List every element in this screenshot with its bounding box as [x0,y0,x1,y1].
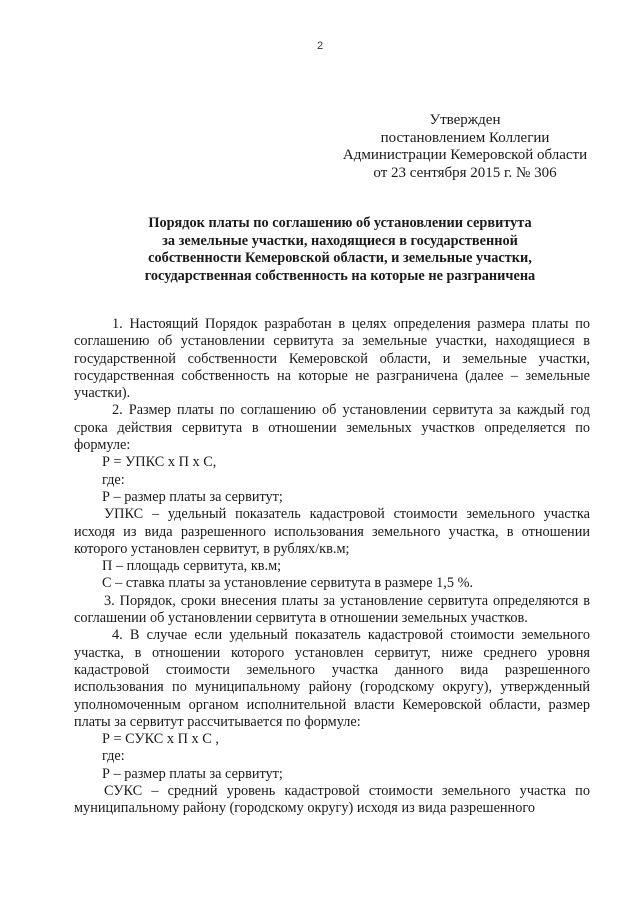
title-line: государственная собственность на которые не разграничена [144,267,536,284]
document-title [80,215,600,285]
formula-where: где: [102,471,125,488]
definition-rate: С – ставка платы за установление сервитута в размере 1,5 %. [102,575,474,592]
approval-line: постановлением Коллегии [380,129,550,146]
definition-p-2: Р – размер платы за сервитут; [102,765,283,782]
paragraph-2: 2. Размер платы по соглашению об установлении сервитута за каждый год срока действия сервитута в отношении земельных участков определяется по формуле: [74,402,590,454]
title-line: за земельные участки, находящиеся в государственной [162,232,518,249]
approval-line: Администрации Кемеровской области [342,147,588,163]
formula-2: Р = СУКС х П х С , [102,731,219,748]
definition-upks: УПКС – удельный показатель кадастровой стоимости земельного участка исходя из вида разрешенного использования земельного участка, в отношении которого установлен сервитут, в рублях/кв.м; [74,506,590,557]
approval-block [300,112,630,182]
formula-1: Р = УПКС х П х С, [102,454,217,471]
title-line: Порядок платы по соглашению об установлении сервитута [148,215,532,231]
paragraph-4: 4. В случае если удельный показатель кадастровой стоимости земельного участка, в отношении которого установлен сервитут, ниже среднего уровня кадастровой стоимости земельного участка данного вида разрешенного использования по муниципальному району (городскому округу), утвержденный уполномоченным органом исполнительной власти Кемеровской области, размер платы за сервитут рассчитывается по формуле: [74,627,590,730]
title-line: собственности Кемеровской области, и земельные участки, [148,250,532,266]
approval-line: Утвержден [429,112,501,128]
formula-where-2: где: [102,748,125,765]
approval-line: от 23 сентября 2015 г. № 306 [373,164,557,181]
definition-p: Р – размер платы за сервитут; [102,488,283,505]
definition-area: П – площадь сервитута, кв.м; [102,558,282,575]
definition-suks: СУКС – средний уровень кадастровой стоимости земельного участка по муниципальному району (городскому округу) исходя из вида разрешенного [74,783,590,817]
document-body [74,316,590,818]
paragraph-1: 1. Настоящий Порядок разработан в целях определения размера платы по соглашению об установлении сервитута за земельные участки, находящиеся в государственной собственности Кемеровской области, и земельные участки, государственная собственность на которые не разграничена (далее – земельные участки). [74,316,590,402]
page-number: 2 [316,40,324,52]
paragraph-3: 3. Порядок, сроки внесения платы за установление сервитута определяются в соглашении об установлении сервитута в отношении земельных участков. [74,592,590,627]
